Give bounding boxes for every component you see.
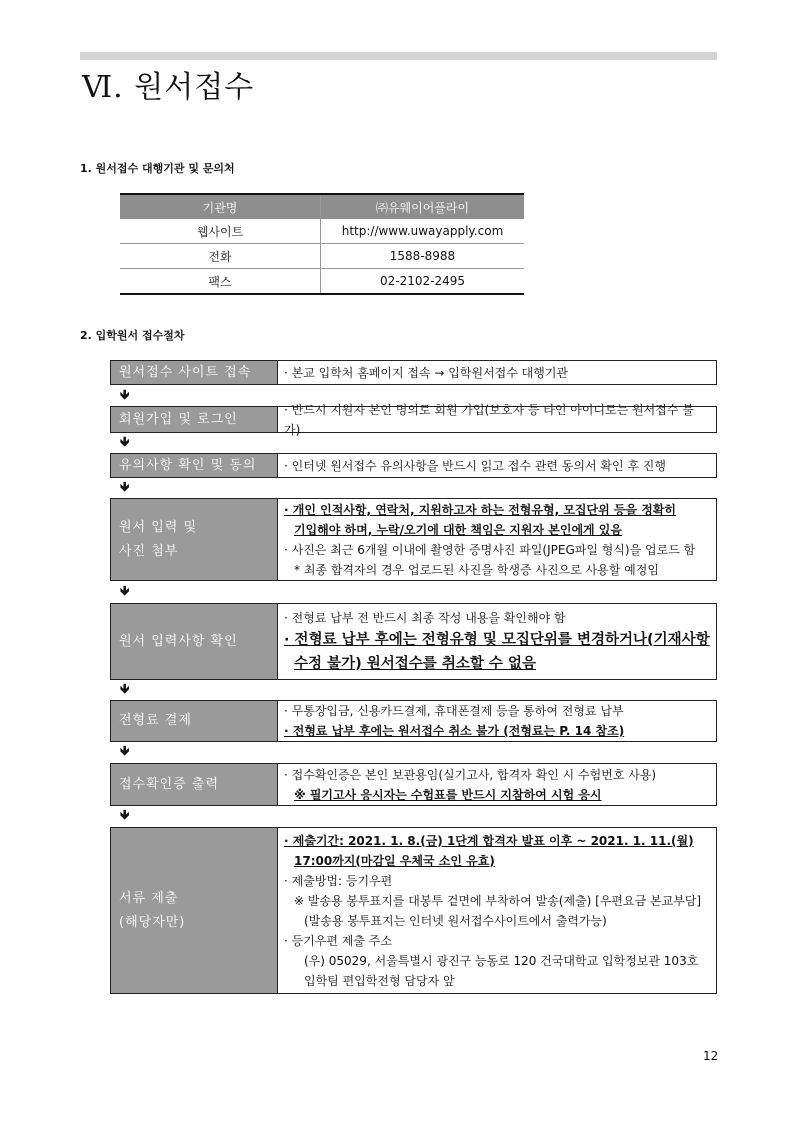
arrow-down-icon: 🡻 xyxy=(120,744,130,759)
table-header: 기관명 xyxy=(120,194,321,219)
table-cell: http://www.uwayapply.com xyxy=(321,219,525,244)
step-application-photo xyxy=(110,498,717,581)
section-heading-1: 1. 원서접수 대행기관 및 문의처 xyxy=(80,162,235,175)
step-label: 유의사항 확인 및 동의 xyxy=(119,457,257,473)
step-text: ※ 필기고사 응시자는 수험표를 반드시 지참하여 시험 응시 xyxy=(294,787,602,802)
step-text: · 반드시 지원자 본인 명의로 회원 가입(보호자 등 타인 아이디로는 원서접수 불가) xyxy=(284,402,694,437)
step-text: · 전형료 납부 후에는 원서접수 취소 불가 (전형료는 P. 14 참조) xyxy=(284,724,625,738)
table-row xyxy=(120,219,524,244)
step-text: 수정 불가) 원서접수를 취소할 수 없음 xyxy=(294,655,536,672)
table-cell: 1588-8988 xyxy=(321,244,525,269)
step-text: · 전형료 납부 전 반드시 최종 작성 내용을 확인해야 함 xyxy=(284,610,566,625)
step-text: (발송용 봉투표지는 인터넷 원서접수사이트에서 출력가능) xyxy=(304,913,607,928)
table-row xyxy=(120,269,524,295)
table-cell: 팩스 xyxy=(120,269,321,295)
step-text: · 제출방법: 등기우편 xyxy=(284,873,393,888)
step-text: · 본교 입학처 홈페이지 접속 → 입학원서접수 대행기관 xyxy=(284,365,569,380)
step-label: 사진 첨부 xyxy=(119,543,179,559)
arrow-down-icon: 🡻 xyxy=(120,388,130,403)
arrow-down-icon: 🡻 xyxy=(120,682,130,697)
step-label: 서류 제출 xyxy=(119,890,179,906)
step-label: 원서 입력사항 확인 xyxy=(119,633,238,649)
step-review-input xyxy=(110,603,717,680)
step-text: 17:00까지(마감일 우체국 소인 유효) xyxy=(294,853,495,868)
arrow-down-icon: 🡻 xyxy=(120,435,130,450)
arrow-down-icon: 🡻 xyxy=(120,480,130,495)
step-text: · 인터넷 원서접수 유의사항을 반드시 읽고 접수 관련 동의서 확인 후 진행 xyxy=(284,458,666,473)
step-text: (우) 05029, 서울특별시 광진구 능동로 120 건국대학교 입학정보관 103호 xyxy=(304,953,699,968)
step-label: 접수확인증 출력 xyxy=(119,776,220,792)
table-row xyxy=(120,244,524,269)
step-text: 입학팀 편입학전형 담당자 앞 xyxy=(304,973,455,988)
step-text: · 등기우편 제출 주소 xyxy=(284,933,392,948)
step-label: 원서접수 사이트 접속 xyxy=(119,364,252,380)
step-submit-documents xyxy=(110,827,717,994)
step-label: 회원가입 및 로그인 xyxy=(119,411,238,427)
step-label: (해당자만) xyxy=(119,914,186,930)
step-text: · 제출기간: 2021. 1. 8.(금) 1단계 합격자 발표 이후 ~ 2021. 1. 11.(월) xyxy=(284,833,694,848)
step-payment xyxy=(110,700,717,742)
page-title: Ⅵ. 원서접수 xyxy=(82,70,255,105)
step-text: · 사진은 최근 6개월 이내에 촬영한 증명사진 파일(JPEG파일 형식)을 업로드 함 xyxy=(284,542,696,557)
header-bar xyxy=(80,52,717,60)
step-text: * 최종 합격자의 경우 업로드된 사진을 학생증 사진으로 사용할 예정임 xyxy=(294,562,659,577)
arrow-down-icon: 🡻 xyxy=(120,808,130,823)
step-text: · 무통장입금, 신용카드결제, 휴대폰결제 등을 통하여 전형료 납부 xyxy=(284,704,624,718)
step-site-access xyxy=(110,360,717,385)
step-label: 전형료 결제 xyxy=(119,713,192,728)
step-text: ※ 발송용 봉투표지를 대봉투 겉면에 부착하여 발송(제출) [우편요금 본교부담] xyxy=(294,893,702,908)
step-signup-login xyxy=(110,402,717,437)
page-number: 12 xyxy=(703,1049,719,1063)
section-heading-2: 2. 입학원서 접수절차 xyxy=(80,329,185,342)
arrow-down-icon: 🡻 xyxy=(120,584,130,599)
step-print-receipt xyxy=(110,763,717,806)
step-text: 기입해야 하며, 누락/오기에 대한 책임은 지원자 본인에게 있음 xyxy=(294,522,622,537)
step-text: · 개인 인적사항, 연락처, 지원하고자 하는 전형유형, 모집단위 등을 정확히 xyxy=(284,502,677,517)
step-notice-consent xyxy=(110,453,717,478)
step-text: · 전형료 납부 후에는 전형유형 및 모집단위를 변경하거나(기재사항 xyxy=(284,631,710,648)
table-cell: 02-2102-2495 xyxy=(321,269,525,295)
table-cell: 전화 xyxy=(120,244,321,269)
step-label: 원서 입력 및 xyxy=(119,519,198,535)
agency-table xyxy=(120,193,524,295)
table-header: ㈜유웨이어플라이 xyxy=(321,194,525,219)
table-cell: 웹사이트 xyxy=(120,219,321,244)
step-text: · 접수확인증은 본인 보관용임(실기고사, 합격자 확인 시 수험번호 사용) xyxy=(284,767,657,782)
